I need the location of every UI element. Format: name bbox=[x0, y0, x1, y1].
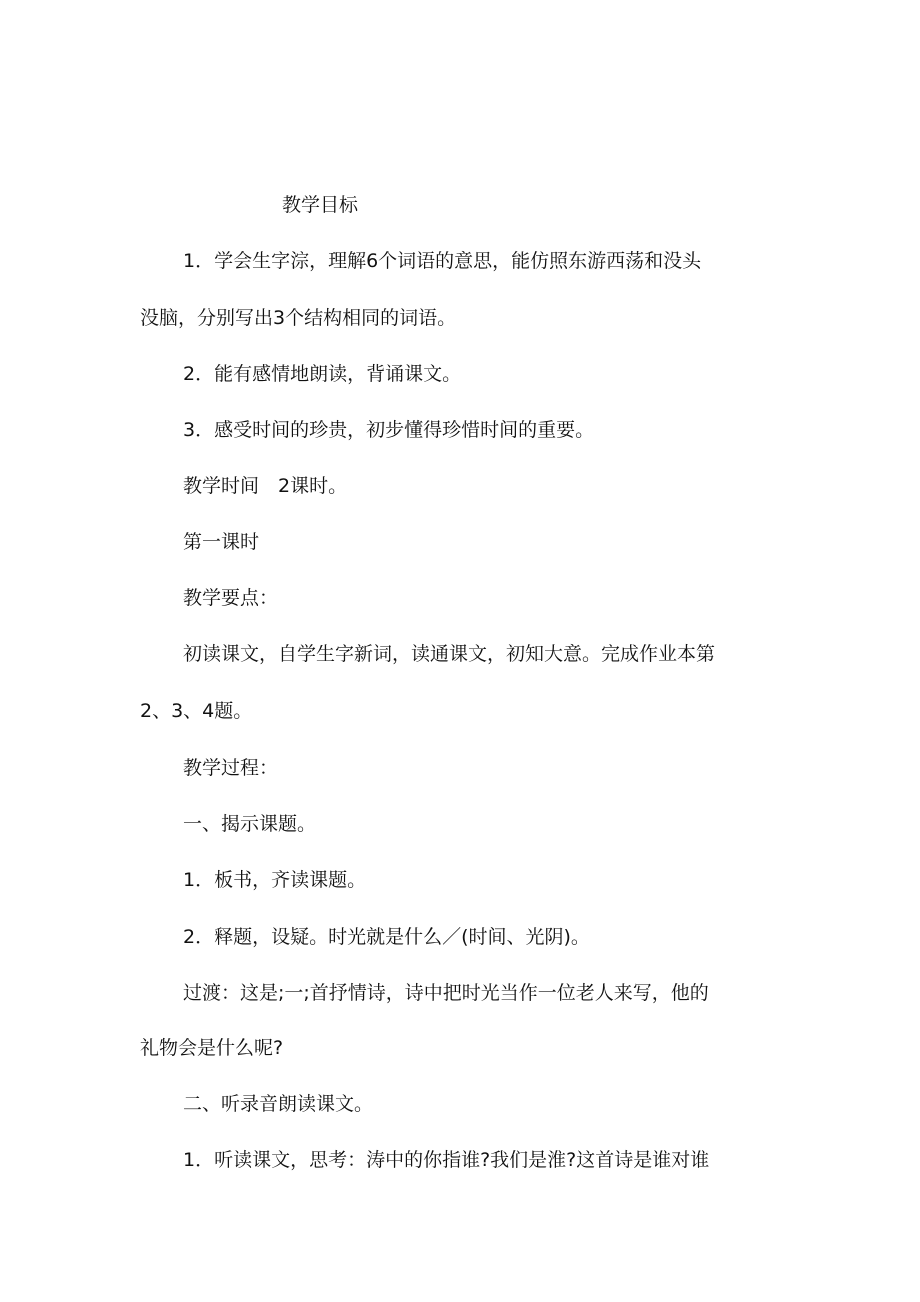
paragraph-line: 1．学会生字淙，理解6个词语的意思，能仿照东游西荡和没头 bbox=[183, 250, 702, 272]
paragraph-line: 1．板书，齐读课题。 bbox=[183, 869, 367, 891]
paragraph-line: 没脑，分别写出3个结构相同的词语。 bbox=[140, 307, 457, 329]
paragraph-line: 1．听读课文，思考：涛中的你指谁?我们是淮?这首诗是谁对谁 bbox=[183, 1149, 710, 1171]
paragraph-line: 二、听录音朗读课文。 bbox=[183, 1093, 374, 1115]
paragraph-line: 教学过程： bbox=[183, 757, 279, 779]
paragraph-line: 2、3、4题。 bbox=[140, 700, 253, 722]
paragraph-line: 教学要点： bbox=[183, 587, 279, 609]
paragraph-line: 教学时间 2课时。 bbox=[183, 475, 348, 497]
paragraph-line: 初读课文，自学生字新词，读通课文，初知大意。完成作业本第 bbox=[183, 643, 716, 665]
paragraph-line: 第一课时 bbox=[183, 531, 260, 553]
paragraph-line: 2．释题，设疑。时光就是什么／(时间、光阴)。 bbox=[183, 926, 590, 948]
paragraph-line: 一、揭示课题。 bbox=[183, 813, 317, 835]
paragraph-line: 过渡：这是;一;首抒情诗，诗中把时光当作一位老人来写，他的 bbox=[183, 982, 709, 1004]
paragraph-line: 礼物会是什么呢? bbox=[140, 1037, 284, 1059]
doc-title: 教学目标 bbox=[282, 194, 359, 216]
paragraph-line: 2．能有感情地朗读，背诵课文。 bbox=[183, 363, 462, 385]
paragraph-line: 3．感受时间的珍贵，初步懂得珍惜时间的重要。 bbox=[183, 419, 595, 441]
